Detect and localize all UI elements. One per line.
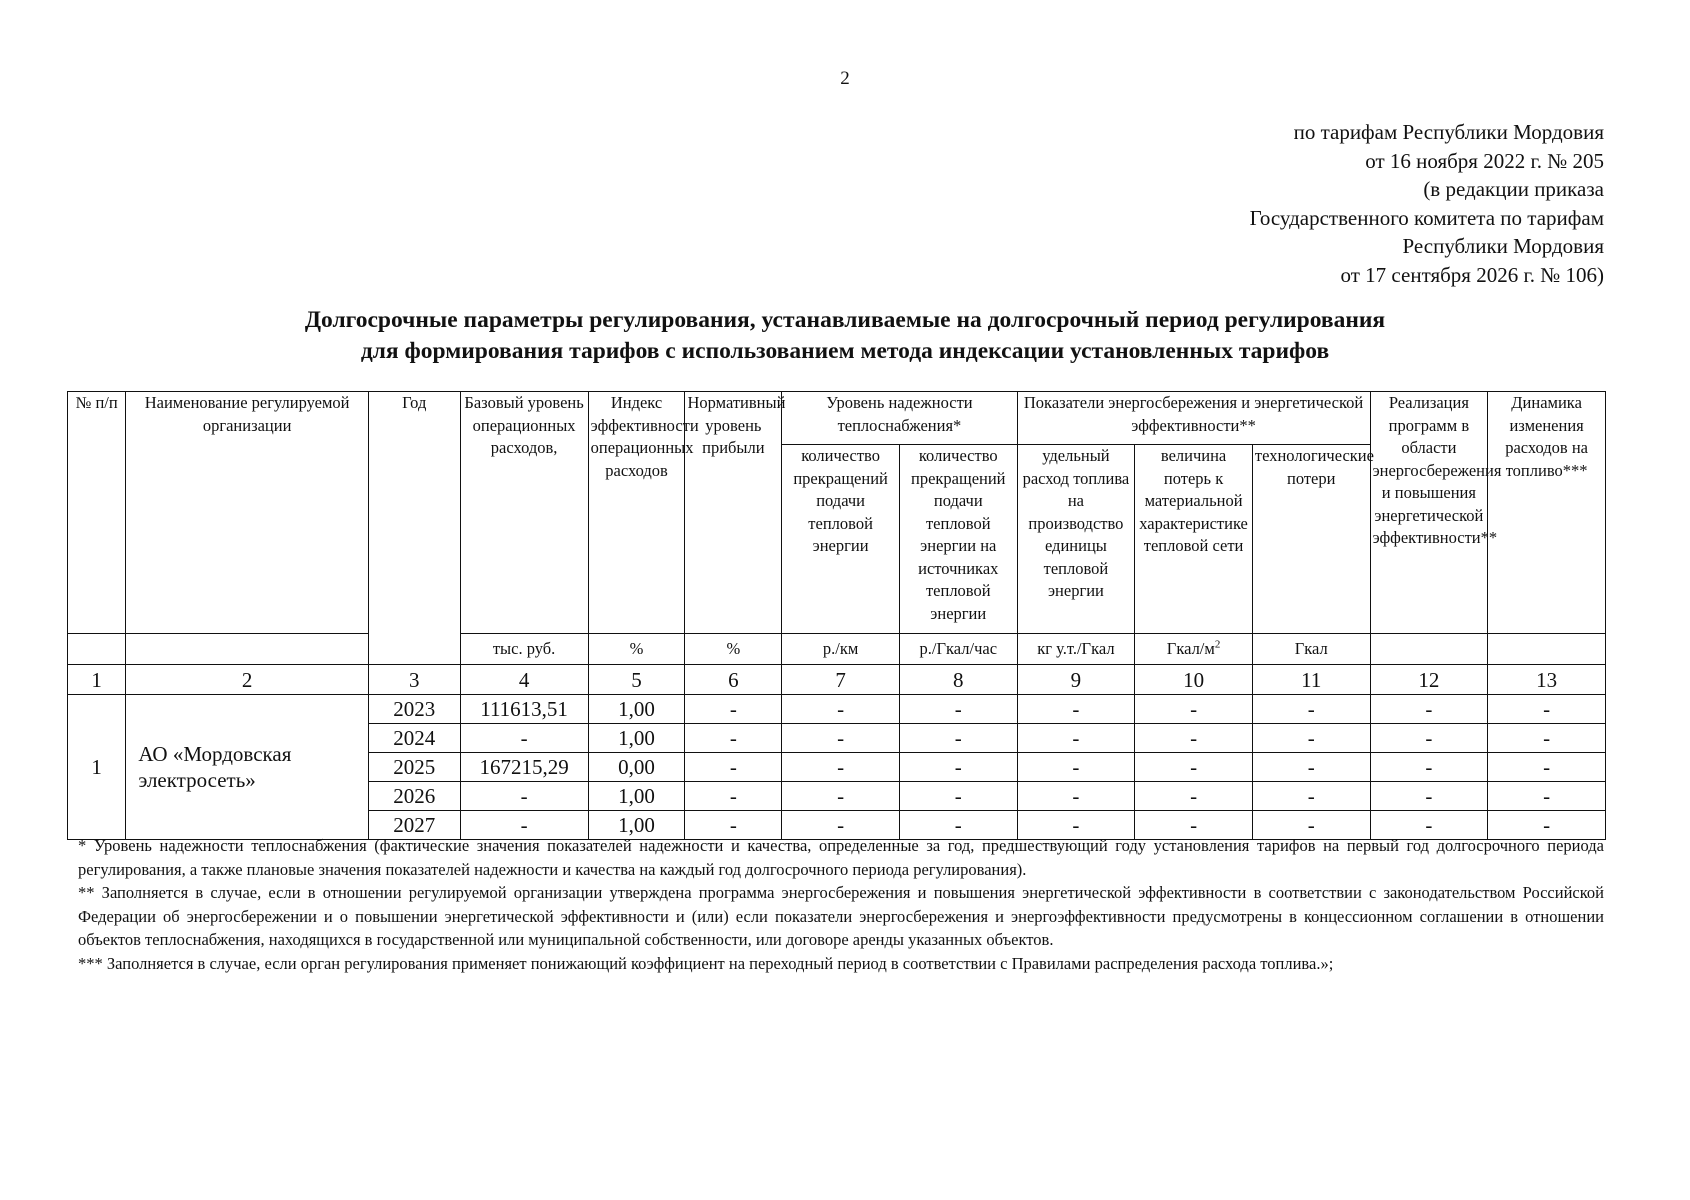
header-reliability: Уровень надежности теплоснабжения* [782,392,1017,445]
header-num: № п/п [68,392,126,634]
cell-value: - [1135,695,1253,724]
cell-index: 1,00 [588,782,685,811]
unit-empty [1488,634,1606,665]
cell-value: - [1252,753,1370,782]
cell-value: - [1135,724,1253,753]
header-year: Год [368,392,460,665]
organization-name: АО «Мордовская электросеть» [126,695,369,840]
cell-value: - [685,782,782,811]
cell-year: 2026 [368,782,460,811]
unit-energy-c: Гкал [1252,634,1370,665]
cell-value: - [1017,811,1135,840]
cell-base: 167215,29 [460,753,588,782]
order-line: по тарифам Республики Мордовия [1293,120,1604,144]
column-number: 8 [899,665,1017,695]
header-energy-saving: Показатели энергосбережения и энергетической эффективности** [1017,392,1370,445]
column-number: 4 [460,665,588,695]
order-line: Государственного комитета по тарифам [1249,205,1604,230]
unit-energy-b: Гкал/$м^2$ [1135,634,1253,665]
unit-rel-a: р./км [782,634,900,665]
cell-value: - [1252,695,1370,724]
cell-value: - [1488,782,1606,811]
cell-value: - [1135,753,1253,782]
cell-value: - [1370,724,1488,753]
header-organization: Наименование регулируемой организации [126,392,369,634]
order-reference [1250,118,1604,289]
title-line: для формирования тарифов с использованием метода индексации установленных тарифов [360,338,1330,364]
header-reliability-a: количество прекращений подачи тепловой энергии [782,445,900,634]
cell-base: - [460,724,588,753]
cell-value: - [899,753,1017,782]
unit-index: % [588,634,685,665]
unit-profit: % [685,634,782,665]
cell-year: 2025 [368,753,460,782]
cell-value: - [685,811,782,840]
cell-value: - [1370,782,1488,811]
cell-base: - [460,811,588,840]
header-energy-b: величина потерь к материальной характеристике тепловой сети [1135,445,1253,634]
cell-value: - [1017,753,1135,782]
title-line: Долгосрочные параметры регулирования, устанавливаемые на долгосрочный период регулирования [304,307,1386,333]
cell-value: - [899,782,1017,811]
header-energy-c: технологические потери [1252,445,1370,634]
cell-value: - [1252,811,1370,840]
column-number: 1 [68,665,126,695]
column-number: 3 [368,665,460,695]
cell-value: - [782,695,900,724]
cell-year: 2023 [368,695,460,724]
header-reliability-b: количество прекращений подачи тепловой энергии на источниках тепловой энергии [899,445,1017,634]
cell-base: 111613,51 [460,695,588,724]
cell-value: - [1135,811,1253,840]
footnotes [78,834,1604,975]
column-number: 10 [1135,665,1253,695]
header-efficiency-index: Индекс эффективности операционных расходов [588,392,685,634]
column-number: 7 [782,665,900,695]
cell-value: - [782,724,900,753]
cell-base: - [460,782,588,811]
order-line: Республики Мордовия [1402,234,1604,258]
order-line: от 16 ноября 2022 г. № 205 [1365,148,1604,173]
cell-value: - [1252,724,1370,753]
footnote-energy-saving: ** Заполняется в случае, если в отношении регулируемой организации утверждена программа энергосбережения и повышения энергетической эффективности в соответствии с законодательством Российской Федерации об энергосбережении и о повышении энергетической эффективности и (или) если показатели энергосбережения и энергоэффективности предусмотрены в концессионном соглашении в отношении объектов теплоснабжения, находящихся в государственной или муниципальной собственности, или договоре аренды указанных объектов. [78,883,1604,949]
cell-value: - [899,695,1017,724]
page-number: 2 [840,68,850,89]
table-row [68,695,1606,724]
footnote-reliability: * Уровень надежности теплоснабжения (фактические значения показателей надежности и качества, определенные за год, предшествующий году установления тарифов на первый год долгосрочного периода регулирования, а также плановые значения показателей надежности и качества на каждый год долгосрочного периода регулирования). [78,836,1604,879]
cell-value: - [685,724,782,753]
cell-year: 2024 [368,724,460,753]
header-base-costs: Базовый уровень операционных расходов, [460,392,588,634]
document-title [0,305,1690,367]
cell-value: - [1488,811,1606,840]
cell-index: 1,00 [588,724,685,753]
order-line: от 17 сентября 2026 г. № 106) [1340,262,1604,287]
column-number: 2 [126,665,369,695]
parameters-table [67,391,1606,840]
unit-base: тыс. руб. [460,634,588,665]
cell-value: - [782,811,900,840]
cell-value: - [1488,724,1606,753]
footnote-fuel: *** Заполняется в случае, если орган регулирования применяет понижающий коэффициент на переходный период в соответствии с Правилами распределения расхода топлива.»; [78,953,1334,973]
unit-empty [68,634,126,665]
cell-value: - [1370,695,1488,724]
cell-value: - [1017,782,1135,811]
header-energy-a: удельный расход топлива на производство единицы тепловой энергии [1017,445,1135,634]
order-line: (в редакции приказа [1423,177,1604,201]
column-number: 6 [685,665,782,695]
unit-empty [126,634,369,665]
cell-index: 1,00 [588,811,685,840]
cell-year: 2027 [368,811,460,840]
column-number: 12 [1370,665,1488,695]
column-number: 5 [588,665,685,695]
cell-value: - [1488,695,1606,724]
cell-value: - [1017,724,1135,753]
cell-value: - [782,753,900,782]
column-number: 13 [1488,665,1606,695]
row-number: 1 [68,695,126,840]
cell-value: - [685,753,782,782]
cell-value: - [1488,753,1606,782]
header-programs: Реализация программ в области энергосбережения и повышения энергетической эффективности** [1370,392,1488,634]
cell-index: 1,00 [588,695,685,724]
cell-value: - [1135,782,1253,811]
unit-empty [1370,634,1488,665]
unit-energy-a: кг у.т./Гкал [1017,634,1135,665]
cell-value: - [1370,753,1488,782]
unit-rel-b: р./Гкал/час [899,634,1017,665]
column-number: 9 [1017,665,1135,695]
cell-value: - [899,724,1017,753]
column-number: 11 [1252,665,1370,695]
cell-value: - [1017,695,1135,724]
cell-index: 0,00 [588,753,685,782]
cell-value: - [899,811,1017,840]
cell-value: - [782,782,900,811]
header-profit-level: Нормативный уровень прибыли [685,392,782,634]
cell-value: - [1370,811,1488,840]
cell-value: - [685,695,782,724]
cell-value: - [1252,782,1370,811]
header-fuel-dynamics: Динамика изменения расходов на топливо*** [1488,392,1606,634]
